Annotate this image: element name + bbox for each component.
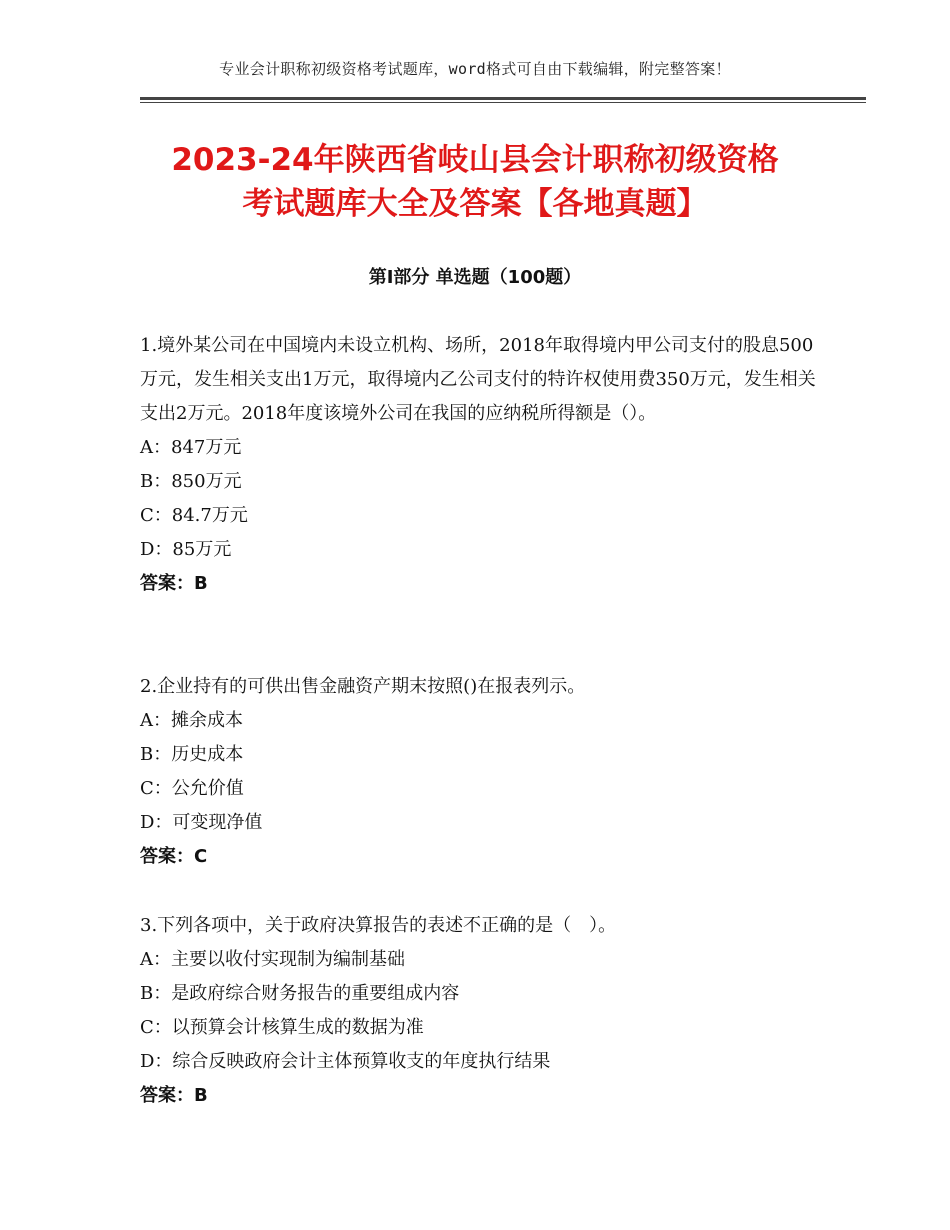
question-stem: 1.境外某公司在中国境内未设立机构、场所，2018年取得境内甲公司支付的股息500万元，发生相关支出1万元，取得境内乙公司支付的特许权使用费350万元，发生相关支出2万元。2018年度该境外公司在我国的应纳税所得额是（）。 (140, 335, 816, 424)
option-d: D：可变现净值 (140, 812, 263, 833)
option-a: A：847万元 (140, 437, 242, 458)
document-title-line-1: 2023-24年陕西省岐山县会计职称初级资格 (171, 142, 779, 178)
section-heading: 第Ⅰ部分 单选题（100题） (368, 267, 582, 288)
answer-label: 答案：B (140, 573, 208, 594)
option-b: B：850万元 (140, 471, 242, 492)
answer-label: 答案：B (140, 1085, 208, 1106)
option-b: B：历史成本 (140, 744, 244, 765)
question-stem: 3.下列各项中，关于政府决算报告的表述不正确的是（ ）。 (140, 915, 617, 936)
option-c: C：84.7万元 (140, 505, 248, 526)
question-stem: 2.企业持有的可供出售金融资产期末按照()在报表列示。 (140, 676, 586, 697)
answer-label: 答案：C (140, 846, 208, 867)
option-b: B：是政府综合财务报告的重要组成内容 (140, 983, 460, 1004)
header-rule-thick (140, 97, 866, 100)
document-title (0, 138, 950, 226)
document-title-line-2: 考试题库大全及答案【各地真题】 (242, 186, 708, 222)
option-a: A：主要以收付实现制为编制基础 (140, 949, 405, 970)
question-3 (140, 909, 820, 1113)
option-c: C：以预算会计核算生成的数据为准 (140, 1017, 424, 1038)
page-header-note: 专业会计职称初级资格考试题库，word格式可自由下载编辑，附完整答案！ (219, 60, 731, 78)
option-a: A：摊余成本 (140, 710, 243, 731)
option-d: D：85万元 (140, 539, 232, 560)
header-rule-thin (140, 102, 866, 103)
option-c: C：公允价值 (140, 778, 244, 799)
question-2 (140, 670, 820, 874)
question-1 (140, 329, 820, 601)
option-d: D：综合反映政府会计主体预算收支的年度执行结果 (140, 1051, 551, 1072)
